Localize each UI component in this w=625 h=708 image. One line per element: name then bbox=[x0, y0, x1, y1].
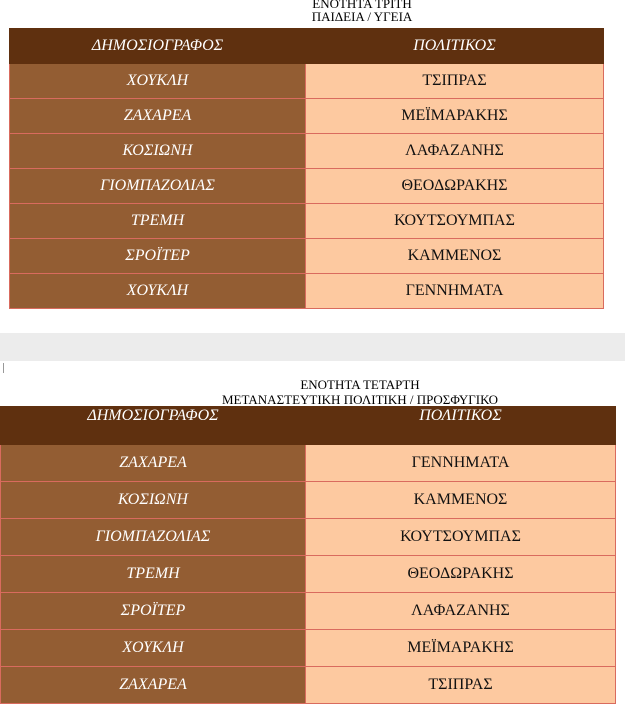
table-header-row bbox=[10, 29, 604, 64]
journalist-cell: ΓΙΟΜΠΑΖΟΛΙΑΣ bbox=[10, 169, 306, 204]
politician-cell: ΜΕΪΜΑΡΑΚΗΣ bbox=[306, 99, 604, 134]
politician-cell: ΛΑΦΑΖΑΝΗΣ bbox=[306, 593, 616, 630]
journalist-cell: ΧΟΥΚΛΗ bbox=[10, 274, 306, 309]
header-politician: ΠΟΛΙΤΙΚΟΣ bbox=[306, 29, 604, 64]
politician-cell: ΘΕΟΔΩΡΑΚΗΣ bbox=[306, 556, 616, 593]
section3-table bbox=[9, 28, 604, 309]
table-row bbox=[10, 99, 604, 134]
journalist-cell: ΣΡΟΪΤΕΡ bbox=[10, 239, 306, 274]
table-row bbox=[10, 274, 604, 309]
text-cursor-mark bbox=[3, 363, 4, 373]
politician-cell: ΤΣΙΠΡΑΣ bbox=[306, 64, 604, 99]
politician-cell: ΚΑΜΜΕΝΟΣ bbox=[306, 239, 604, 274]
page-gap bbox=[0, 333, 625, 361]
header-politician: ΠΟΛΙΤΙΚΟΣ bbox=[306, 407, 616, 445]
table-row bbox=[1, 519, 616, 556]
table-row bbox=[1, 593, 616, 630]
header-journalist: ΔΗΜΟΣΙΟΓΡΑΦΟΣ bbox=[1, 407, 306, 445]
table-header-row bbox=[1, 407, 616, 445]
politician-cell: ΛΑΦΑΖΑΝΗΣ bbox=[306, 134, 604, 169]
table-row bbox=[1, 445, 616, 482]
table-row bbox=[1, 482, 616, 519]
journalist-cell: ΖΑΧΑΡΕΑ bbox=[1, 445, 306, 482]
journalist-cell: ΤΡΕΜΗ bbox=[1, 556, 306, 593]
table-row bbox=[10, 239, 604, 274]
politician-cell: ΤΣΙΠΡΑΣ bbox=[306, 667, 616, 704]
table-row bbox=[1, 630, 616, 667]
politician-cell: ΚΟΥΤΣΟΥΜΠΑΣ bbox=[306, 519, 616, 556]
table-row bbox=[10, 64, 604, 99]
politician-cell: ΚΟΥΤΣΟΥΜΠΑΣ bbox=[306, 204, 604, 239]
journalist-cell: ΓΙΟΜΠΑΖΟΛΙΑΣ bbox=[1, 519, 306, 556]
journalist-cell: ΣΡΟΪΤΕΡ bbox=[1, 593, 306, 630]
journalist-cell: ΧΟΥΚΛΗ bbox=[10, 64, 306, 99]
section4-subtitle: ΜΕΤΑΝΑΣΤΕΥΤΙΚΗ ΠΟΛΙΤΙΚΗ / ΠΡΟΣΦΥΓΙΚΟ bbox=[222, 392, 498, 407]
section3-title: ΕΝΟΤΗΤΑ ΤΡΙΤΗ bbox=[312, 0, 412, 11]
journalist-cell: ΧΟΥΚΛΗ bbox=[1, 630, 306, 667]
header-journalist: ΔΗΜΟΣΙΟΓΡΑΦΟΣ bbox=[10, 29, 306, 64]
politician-cell: ΜΕΪΜΑΡΑΚΗΣ bbox=[306, 630, 616, 667]
journalist-cell: ΚΟΣΙΩΝΗ bbox=[10, 134, 306, 169]
journalist-cell: ΖΑΧΑΡΕΑ bbox=[10, 99, 306, 134]
journalist-cell: ΤΡΕΜΗ bbox=[10, 204, 306, 239]
section4-title: ΕΝΟΤΗΤΑ ΤΕΤΑΡΤΗ bbox=[300, 377, 420, 392]
section3-heading bbox=[262, 0, 462, 23]
politician-cell: ΚΑΜΜΕΝΟΣ bbox=[306, 482, 616, 519]
table-row bbox=[10, 169, 604, 204]
section3-subtitle: ΠΑΙΔΕΙΑ / ΥΓΕΙΑ bbox=[311, 9, 413, 24]
table-row bbox=[1, 556, 616, 593]
table-row bbox=[10, 204, 604, 239]
politician-cell: ΘΕΟΔΩΡΑΚΗΣ bbox=[306, 169, 604, 204]
section4-table bbox=[0, 406, 616, 704]
table-row bbox=[1, 667, 616, 704]
journalist-cell: ΖΑΧΑΡΕΑ bbox=[1, 667, 306, 704]
table-row bbox=[10, 134, 604, 169]
politician-cell: ΓΕΝΝΗΜΑΤΑ bbox=[306, 274, 604, 309]
section4-heading bbox=[160, 377, 560, 407]
journalist-cell: ΚΟΣΙΩΝΗ bbox=[1, 482, 306, 519]
politician-cell: ΓΕΝΝΗΜΑΤΑ bbox=[306, 445, 616, 482]
